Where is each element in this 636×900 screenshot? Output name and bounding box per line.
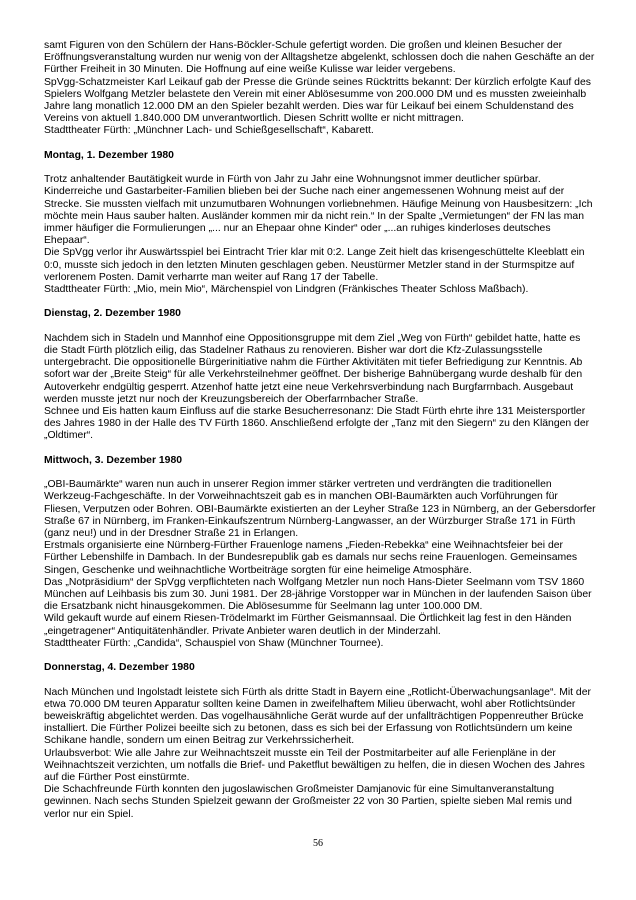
paragraph-spacer	[44, 296, 596, 308]
paragraph: Stadttheater Fürth: „Candida“, Schauspiel von Shaw (Münchner Tournee).	[44, 637, 384, 649]
date-heading: Donnerstag, 4. Dezember 1980	[44, 662, 195, 674]
date-heading: Dienstag, 2. Dezember 1980	[44, 308, 181, 320]
page-number: 56	[313, 838, 323, 849]
paragraph-spacer	[44, 467, 596, 479]
paragraph-spacer	[44, 138, 596, 150]
paragraph: Trotz anhaltender Bautätigkeit wurde in Fürth von Jahr zu Jahr eine Wohnungsnot immer deutlicher spürbar. Kinderreiche und Gastarbeiter-Familien blieben bei der Suche nach einer angemessenen Wohnung meist auf der Strecke. Sie mussten vielfach mit unzumutbaren Wohnungen vorliebnehmen. Häufige Meinung von Hausbesitzern: „Ich möchte mein Haus sauber halten. Ausländer kommen mir da nicht rein.“ In der Spalte „Vermietungen“ der FN las man immer häufiger die Formulierungen „... nur an Ehepaar ohne Kinder“ oder „...an ruhiges kinderloses deutsches Ehepaar“.	[44, 174, 593, 247]
document-body	[44, 40, 596, 821]
paragraph-spacer	[44, 650, 596, 662]
paragraph: samt Figuren von den Schülern der Hans-Böckler-Schule gefertigt worden. Die großen und kleinen Besucher der Eröffnungsveranstaltung wurden nur wenig von der Alltagshetze abgelenkt, schlossen doch die nahen Geschäfte an der Fürther Freiheit in 30 Minuten. Die Hoffnung auf eine weiße Kulisse war leider vergebens.	[44, 40, 595, 76]
paragraph: Das „Notpräsidium“ der SpVgg verpflichteten nach Wolfgang Metzler nun noch Hans-Dieter Seelmann vom TSV 1860 München auf Leihbasis bis zum 30. Juni 1981. Der 28-jährige Vorstopper war in München in der laufenden Saison über die Ersatzbank nicht hinausgekommen. Die Ablösesumme für Seelmann lag unter 100.000 DM.	[44, 576, 592, 613]
paragraph-spacer	[44, 443, 596, 455]
paragraph: Stadttheater Fürth: „Münchner Lach- und Schießgesellschaft“, Kabarett.	[44, 125, 374, 137]
paragraph-spacer	[44, 162, 596, 174]
paragraph: Urlaubsverbot: Wie alle Jahre zur Weihnachtszeit musste ein Teil der Postmitarbeiter auf alle Ferienpläne in der Weihnachtszeit verzichten, um notfalls die Brief- und Paketflut bewältigen zu helfen, die in diesen Wochen des Jahres auf die Fürther Post einstürmte.	[44, 747, 585, 784]
paragraph: „OBI-Baumärkte“ waren nun auch in unserer Region immer stärker vertreten und verdrängten die traditionellen Werkzeug-Fachgeschäfte. In der Vorweihnachtszeit gab es in manchen OBI-Baumärkten auch Vorführungen für Fliesen, Verputzen oder Bohren. OBI-Baumärkte existierten an der Leyher Straße 123 in Nürnberg, an der Gebersdorfer Straße 67 in Nürnberg, im Franken-Einkaufszentrum Nürnberg-Langwasser, an der Würzburger Straße 171 in Fürth (ganz neu!) und in der Dresdner Straße 21 in Erlangen.	[44, 479, 596, 540]
date-heading: Mittwoch, 3. Dezember 1980	[44, 454, 183, 466]
paragraph: Wild gekauft wurde auf einem Riesen-Trödelmarkt im Fürther Geismannsaal. Die Örtlichkeit lag fest in den Händen „eingetragener“ Antiquitätenhändler. Private Anbieter waren deutlich in der Minderzahl.	[44, 613, 572, 637]
paragraph: Die SpVgg verlor ihr Auswärtsspiel bei Eintracht Trier klar mit 0:2. Lange Zeit hielt das krisengeschüttelte Kleeblatt ein 0:0, musste sich jedoch in den letzten Minuten geschlagen geben. Neustürmer Metzler stand in der Sturmspitze auf verlorenem Posten. Damit verharrte man weiter auf Rang 17 der Tabelle.	[44, 247, 585, 283]
paragraph-spacer	[44, 321, 596, 333]
date-heading: Montag, 1. Dezember 1980	[44, 149, 174, 161]
paragraph: Erstmals organisierte eine Nürnberg-Fürther Frauenloge namens „Fieden-Rebekka“ eine Weihnachtsfeier bei der Fürther Lebenshilfe in Dambach. In der Bundesrepublik gab es damals nur sechs reine Frauenlogen. Gemeinsames Singen, Geschenke und weihnachtliche Wortbeiträge sorgten für eine heimelige Atmosphäre.	[44, 540, 578, 576]
paragraph: Nachdem sich in Stadeln und Mannhof eine Oppositionsgruppe mit dem Ziel „Weg von Fürth“ gebildet hatte, hatte es die Stadt Fürth plötzlich eilig, das Stadelner Rathaus zu renovieren. Bisher war dort die Kfz-Zulassungsstelle untergebracht. Die oppositionelle Bürgerinitiative nahm die Fürther Aktivitäten mit tiefer Befriedigung zur Kenntnis. Ab sofort war der „Breite Steig“ für alle Verkehrsteilnehmer geöffnet. Der bisherige Bahnübergang wurde deshalb für den Autoverkehr endgültig gesperrt. Atzenhof hatte jetzt eine neue Verkehrsverbindung nach Burgfarrnbach. Ausgebaut werden musste jetzt nur noch der Kreuzungsbereich der Oberfarrnbacher Straße.	[44, 332, 583, 405]
paragraph: Die Schachfreunde Fürth konnten den jugoslawischen Großmeister Damjanovic für eine Simultanveranstaltung gewinnen. Nach sechs Stunden Spielzeit gewann der Großmeister 22 von 30 Partien, spielte sieben Mal remis und verlor nur ein Spiel.	[44, 784, 572, 820]
paragraph: Schnee und Eis hatten kaum Einfluss auf die starke Besucherresonanz: Die Stadt Fürth ehrte ihre 131 Meistersportler des Jahres 1980 in der Halle des TV Fürth 1860. Anschließend erfolgte der „Tanz mit den Siegern“ zu den Klängen der „Oldtimer“.	[44, 406, 590, 442]
paragraph-spacer	[44, 674, 596, 686]
paragraph: SpVgg-Schatzmeister Karl Leikauf gab der Presse die Gründe seines Rücktritts bekannt: Der kürzlich erfolgte Kauf des Spielers Wolfgang Metzler belastete den Verein mit einer Ablösesumme von 200.000 DM und es mussten zweieinhalb Jahre lang monatlich 12.000 DM an den Spieler bezahlt werden. Dies war für Leikauf bei einem Schuldenstand des Vereins von aktuell 1.840.000 DM unverantwortlich. Diesen Schritt wollte er nicht mittragen.	[44, 76, 591, 125]
paragraph: Nach München und Ingolstadt leistete sich Fürth als dritte Stadt in Bayern eine „Rotlicht-Überwachungsanlage“. Mit der etwa 70.000 DM teuren Apparatur sollten keine Damen in zweifelhaftem Milieu überwacht, wohl aber Rotlichtsünder beweiskräftig abgelichtet werden. Das vogelhausähnliche Gerät wurde auf der unfallträchtigen Poppenreuther Brücke installiert. Die Fürther Polizei beeilte sich zu betonen, dass es sich bei der Erfassung von Rotlichtsündern um keine Schikane handle, sondern um einen Beitrag zur Verkehrssicherheit.	[44, 686, 591, 747]
paragraph: Stadttheater Fürth: „Mio, mein Mio“, Märchenspiel von Lindgren (Fränkisches Theater Schloss Maßbach).	[44, 284, 529, 296]
